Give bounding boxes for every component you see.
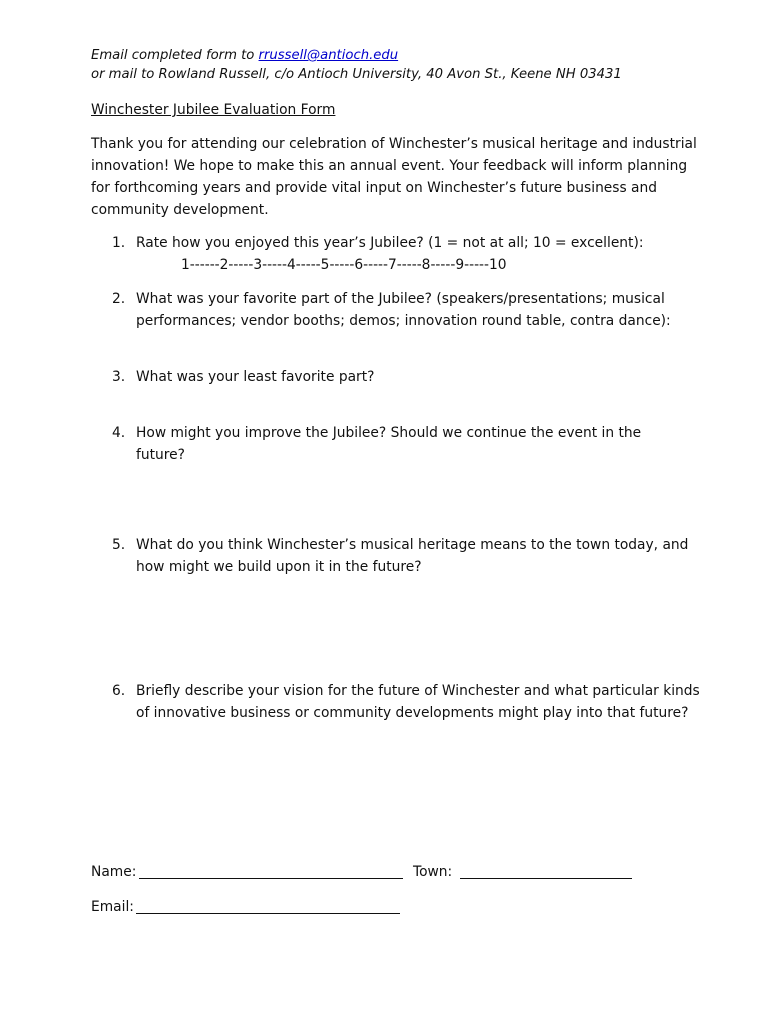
question-number: 5. [112, 537, 126, 553]
question-number: 1. [112, 235, 126, 251]
intro-paragraph [91, 133, 697, 221]
question-text: What was your least favorite part? [136, 369, 375, 385]
question-number: 6. [112, 683, 126, 699]
email-field[interactable] [136, 913, 400, 914]
name-field[interactable] [139, 878, 403, 879]
question-text: How might you improve the Jubilee? Should we continue the event in the [136, 425, 642, 441]
town-field[interactable] [460, 878, 632, 879]
email-instruction-line [91, 46, 622, 65]
question-text: how might we build upon it in the future? [136, 559, 422, 575]
question-number: 4. [112, 425, 126, 441]
intro-line: Thank you for attending our celebration of Winchester’s musical heritage and industrial [91, 136, 697, 152]
rating-scale[interactable]: 1------2-----3-----4-----5-----6-----7-----8-----9-----10 [181, 257, 507, 273]
question-text: What was your favorite part of the Jubilee? (speakers/presentations; musical [136, 291, 665, 307]
intro-line: innovation! We hope to make this an annual event. Your feedback will inform planning [91, 158, 688, 174]
intro-line: community development. [91, 202, 269, 218]
question-text: Briefly describe your vision for the future of Winchester and what particular kinds [136, 683, 700, 699]
submission-instructions [91, 46, 622, 84]
mail-instruction-line: or mail to Rowland Russell, c/o Antioch University, 40 Avon St., Keene NH 03431 [91, 67, 622, 82]
question-text: of innovative business or community developments might play into that future? [136, 705, 689, 721]
question-number: 2. [112, 291, 126, 307]
town-label: Town: [413, 864, 453, 880]
question-text: performances; vendor booths; demos; innovation round table, contra dance): [136, 313, 671, 329]
email-link[interactable]: rrussell@antioch.edu [258, 48, 399, 63]
question-number: 3. [112, 369, 126, 385]
email-label: Email: [91, 899, 134, 915]
question-text: What do you think Winchester’s musical heritage means to the town today, and [136, 537, 689, 553]
question-text: Rate how you enjoyed this year’s Jubilee? (1 = not at all; 10 = excellent): [136, 235, 644, 251]
question-text: future? [136, 447, 185, 463]
form-title: Winchester Jubilee Evaluation Form [91, 102, 336, 118]
name-label: Name: [91, 864, 137, 880]
email-instruction-prefix: Email completed form to [91, 48, 259, 63]
intro-line: for forthcoming years and provide vital input on Winchester’s future business and [91, 180, 658, 196]
